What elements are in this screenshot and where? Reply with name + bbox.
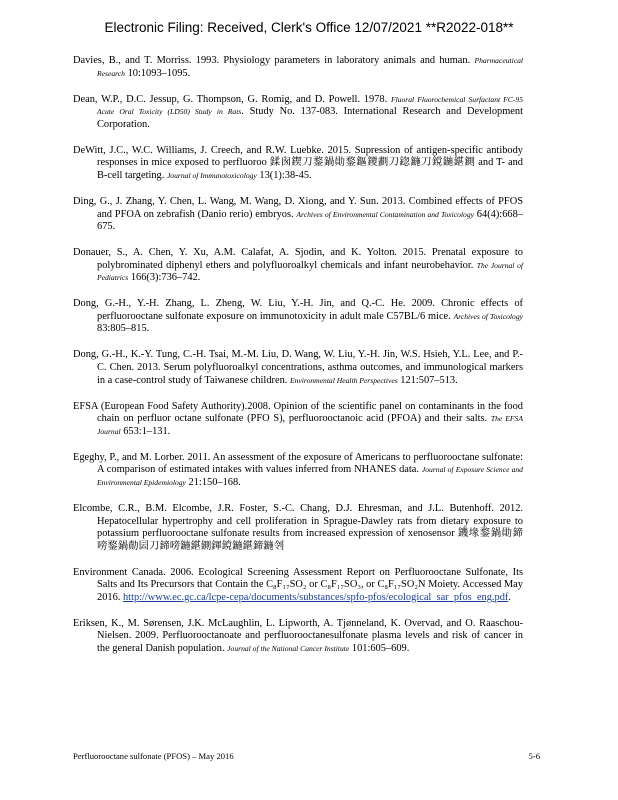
reference-journal: Environmental Health Perspectives [289, 375, 398, 385]
reference-link[interactable]: http://www.ec.gc.ca/lcpe-cepa/documents/substances/spfo-pfos/ecological_sar_pfos_eng.pdf [122, 591, 509, 603]
reference-journal: Fluoral Fluorochemical Surfactant FC-95 Acute Oral Toxicity (LD50) Study in Rats [97, 94, 523, 117]
reference-list [73, 55, 523, 669]
reference-authors: Donauer, S., A. Chen, Y. Xu, A.M. Calafat, A. Sjodin, and K. Yolton. 2015. Prenatal exposure to polybrominated diphenyl ethers and polyfluoroalkyl chemicals and infant neurobehavior. [73, 247, 523, 271]
footer-document-title: Perfluorooctane sulfonate (PFOS) – May 2016 [73, 751, 234, 761]
footer-page-number: 5-6 [528, 751, 540, 761]
reference-authors: Eriksen, K., M. Sørensen, J.K. McLaughlin, L. Lipworth, A. Tjønneland, K. Overvad, and O. Raaschou-Nielsen. 2009. Perfluorooctanoate and perfluorooctanesulfonate plasma levels and risk of cancer in the general Danish population. [73, 617, 523, 655]
reference-entry [73, 503, 523, 553]
reference-entry [73, 401, 523, 439]
reference-link-period: . [508, 591, 511, 603]
reference-journal: The Journal of Pediatrics [97, 260, 523, 283]
reference-journal: Archives of Toxicology [453, 311, 523, 321]
reference-details: . Study No. 137-083. International Research and Development Corporation. [97, 106, 523, 130]
reference-entry [73, 55, 523, 80]
reference-authors: Dean, W.P., D.C. Jessup, G. Thompson, G. Romig, and D. Powell. 1978. [73, 93, 391, 105]
reference-entry [73, 618, 523, 656]
reference-details: 10:1093–1095. [124, 67, 191, 79]
reference-entry [73, 247, 523, 285]
reference-journal: Journal of the National Cancer Institute [227, 644, 350, 654]
reference-authors: Elcombe, C.R., B.M. Elcombe, J.R. Foster, S.-C. Chang, D.J. Ehresman, and J.L. Butenhoff. 2012. Hepatocellular hypertrophy and cell proliferation in Sprague-Dawley rats from dietary exposure to potassium perfluorooctane sulfonate results from increased expression of xenosensor 鐖堟鍪鍋勛鍗嗙鍪鍋勣囩刀鍗嗙鍦鍖鍘鍕鎲鍦鍖鍗鍦刢 [73, 502, 523, 552]
reference-details: 21:150–168. [185, 476, 241, 488]
reference-details: 166(3):736–742. [128, 272, 201, 284]
reference-authors: DeWitt, J.C., W.C. Williams, J. Creech, and R.W. Luebke. 2015. Supression of antigen-specific antibody responses in mice exposed to perfluoroo 鍒囪鍥刀鍪鍋勛鍪鏂鑁劃刀鍃鍦刀鎲鍦鍖鍘 and T- and B-cell targeting. [73, 144, 523, 181]
reference-entry [73, 452, 523, 490]
reference-entry [73, 567, 523, 605]
reference-details: 83:805–815. [97, 323, 150, 335]
reference-entry [73, 298, 523, 336]
reference-details: 64(4):668–675. [97, 208, 523, 233]
reference-authors: Dong, G.-H., K.-Y. Tung, C.-H. Tsai, M.-M. Liu, D. Wang, W. Liu, Y.-H. Jin, W.S. Hsieh, Y.L. Lee, and P.-C. Chen. 2013. Serum polyfluoroalkyl concentrations, asthma outcomes, and immunological markers in a case-control study of Taiwanese children. [73, 349, 523, 386]
reference-entry [73, 196, 523, 234]
reference-entry [73, 145, 523, 183]
reference-journal: Pharmaceutical Research [97, 56, 523, 78]
reference-entry [73, 349, 523, 387]
reference-authors: EFSA (European Food Safety Authority).2008. Opinion of the scientific panel on contaminants in the food chain on perfluor octane sulfonate (PFO S), perfluorooctanoic acid (PFOA) and their salts. [73, 400, 523, 425]
reference-journal: Archives of Environmental Contamination and Toxicology [296, 209, 474, 219]
reference-authors: Ding, G., J. Zhang, Y. Chen, L. Wang, M. Wang, D. Xiong, and Y. Sun. 2013. Combined effects of PFOS and PFOA on zebrafish (Danio rerio) embryos. [73, 195, 523, 220]
reference-authors: Dong, G.-H., Y.-H. Zhang, L. Zheng, W. Liu, Y.-H. Jin, and Q.-C. He. 2009. Chronic effects of perfluorooctane sulfonate exposure on immunotoxicity in adult male C57BL/6 mice. [73, 298, 523, 322]
reference-details: 101:605–609. [349, 643, 410, 655]
reference-details: 13(1):38-45. [256, 169, 312, 181]
reference-details: 653:1–131. [120, 425, 171, 437]
reference-authors: Environment Canada. 2006. Ecological Screening Assessment Report on Perfluorooctane Sulfonate, Its Salts and Its Precursors that Contain the C₈F₁₇SO₂ or C₈F₁₇SO₃, or C₈F₁₇SO₂N Moiety. Accessed May 2016. [73, 566, 523, 603]
reference-journal: Journal of Exposure Science and Environmental Epidemiology [97, 465, 523, 487]
reference-authors: Davies, B., and T. Morriss. 1993. Physiology parameters in laboratory animals and human. [73, 55, 471, 66]
reference-authors: Egeghy, P., and M. Lorber. 2011. An assessment of the exposure of Americans to perfluorooctane sulfonate: A comparison of estimated intakes with values inferred from NHANES data. [73, 451, 523, 476]
reference-journal: Journal of Immunotoxicology [166, 170, 257, 180]
reference-entry [73, 94, 523, 132]
reference-journal: The EFSA Journal [97, 414, 523, 436]
filing-header: Electronic Filing: Received, Clerk's Office 12/07/2021 **R2022-018** [104, 20, 514, 35]
reference-details: 121:507–513. [397, 374, 458, 386]
